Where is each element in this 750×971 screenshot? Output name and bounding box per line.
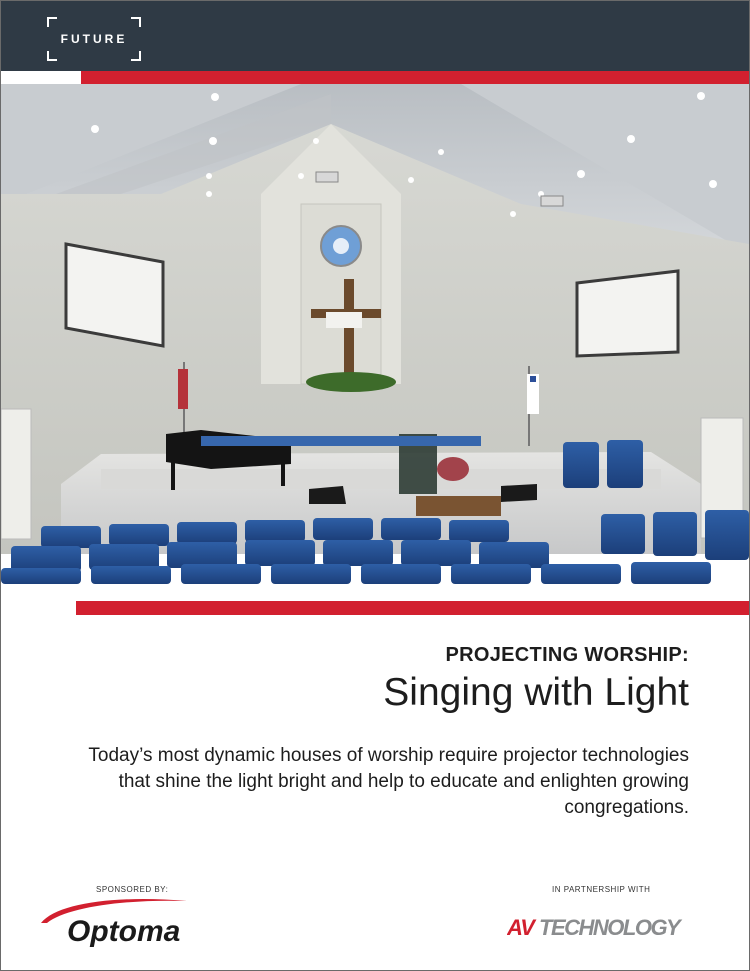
header-bar (1, 1, 749, 71)
bracket-icon (47, 17, 57, 27)
bracket-icon (131, 17, 141, 27)
article-title: Singing with Light (383, 671, 689, 714)
bracket-icon (47, 51, 57, 61)
accent-bar-middle (76, 601, 749, 615)
sponsor-logo-text: Optoma (67, 915, 181, 948)
article-description: Today’s most dynamic houses of worship require projector technologies that shine the light bright and help to educate and enlighten growing congregations. (88, 745, 689, 818)
partner-logo-av: AV (507, 915, 534, 940)
avtechnology-logo (507, 911, 693, 943)
accent-bar-top (81, 71, 749, 84)
future-logo (47, 17, 141, 61)
article-kicker: PROJECTING WORSHIP: (445, 644, 689, 666)
optoma-logo (37, 893, 207, 949)
bracket-icon (131, 51, 141, 61)
sponsor-label: SPONSORED BY: (96, 885, 169, 894)
partner-label: IN PARTNERSHIP WITH (552, 885, 651, 894)
hero-photo (1, 84, 749, 584)
future-logo-text: FUTURE (60, 32, 128, 46)
partner-logo-technology: TECHNOLOGY (539, 915, 680, 940)
